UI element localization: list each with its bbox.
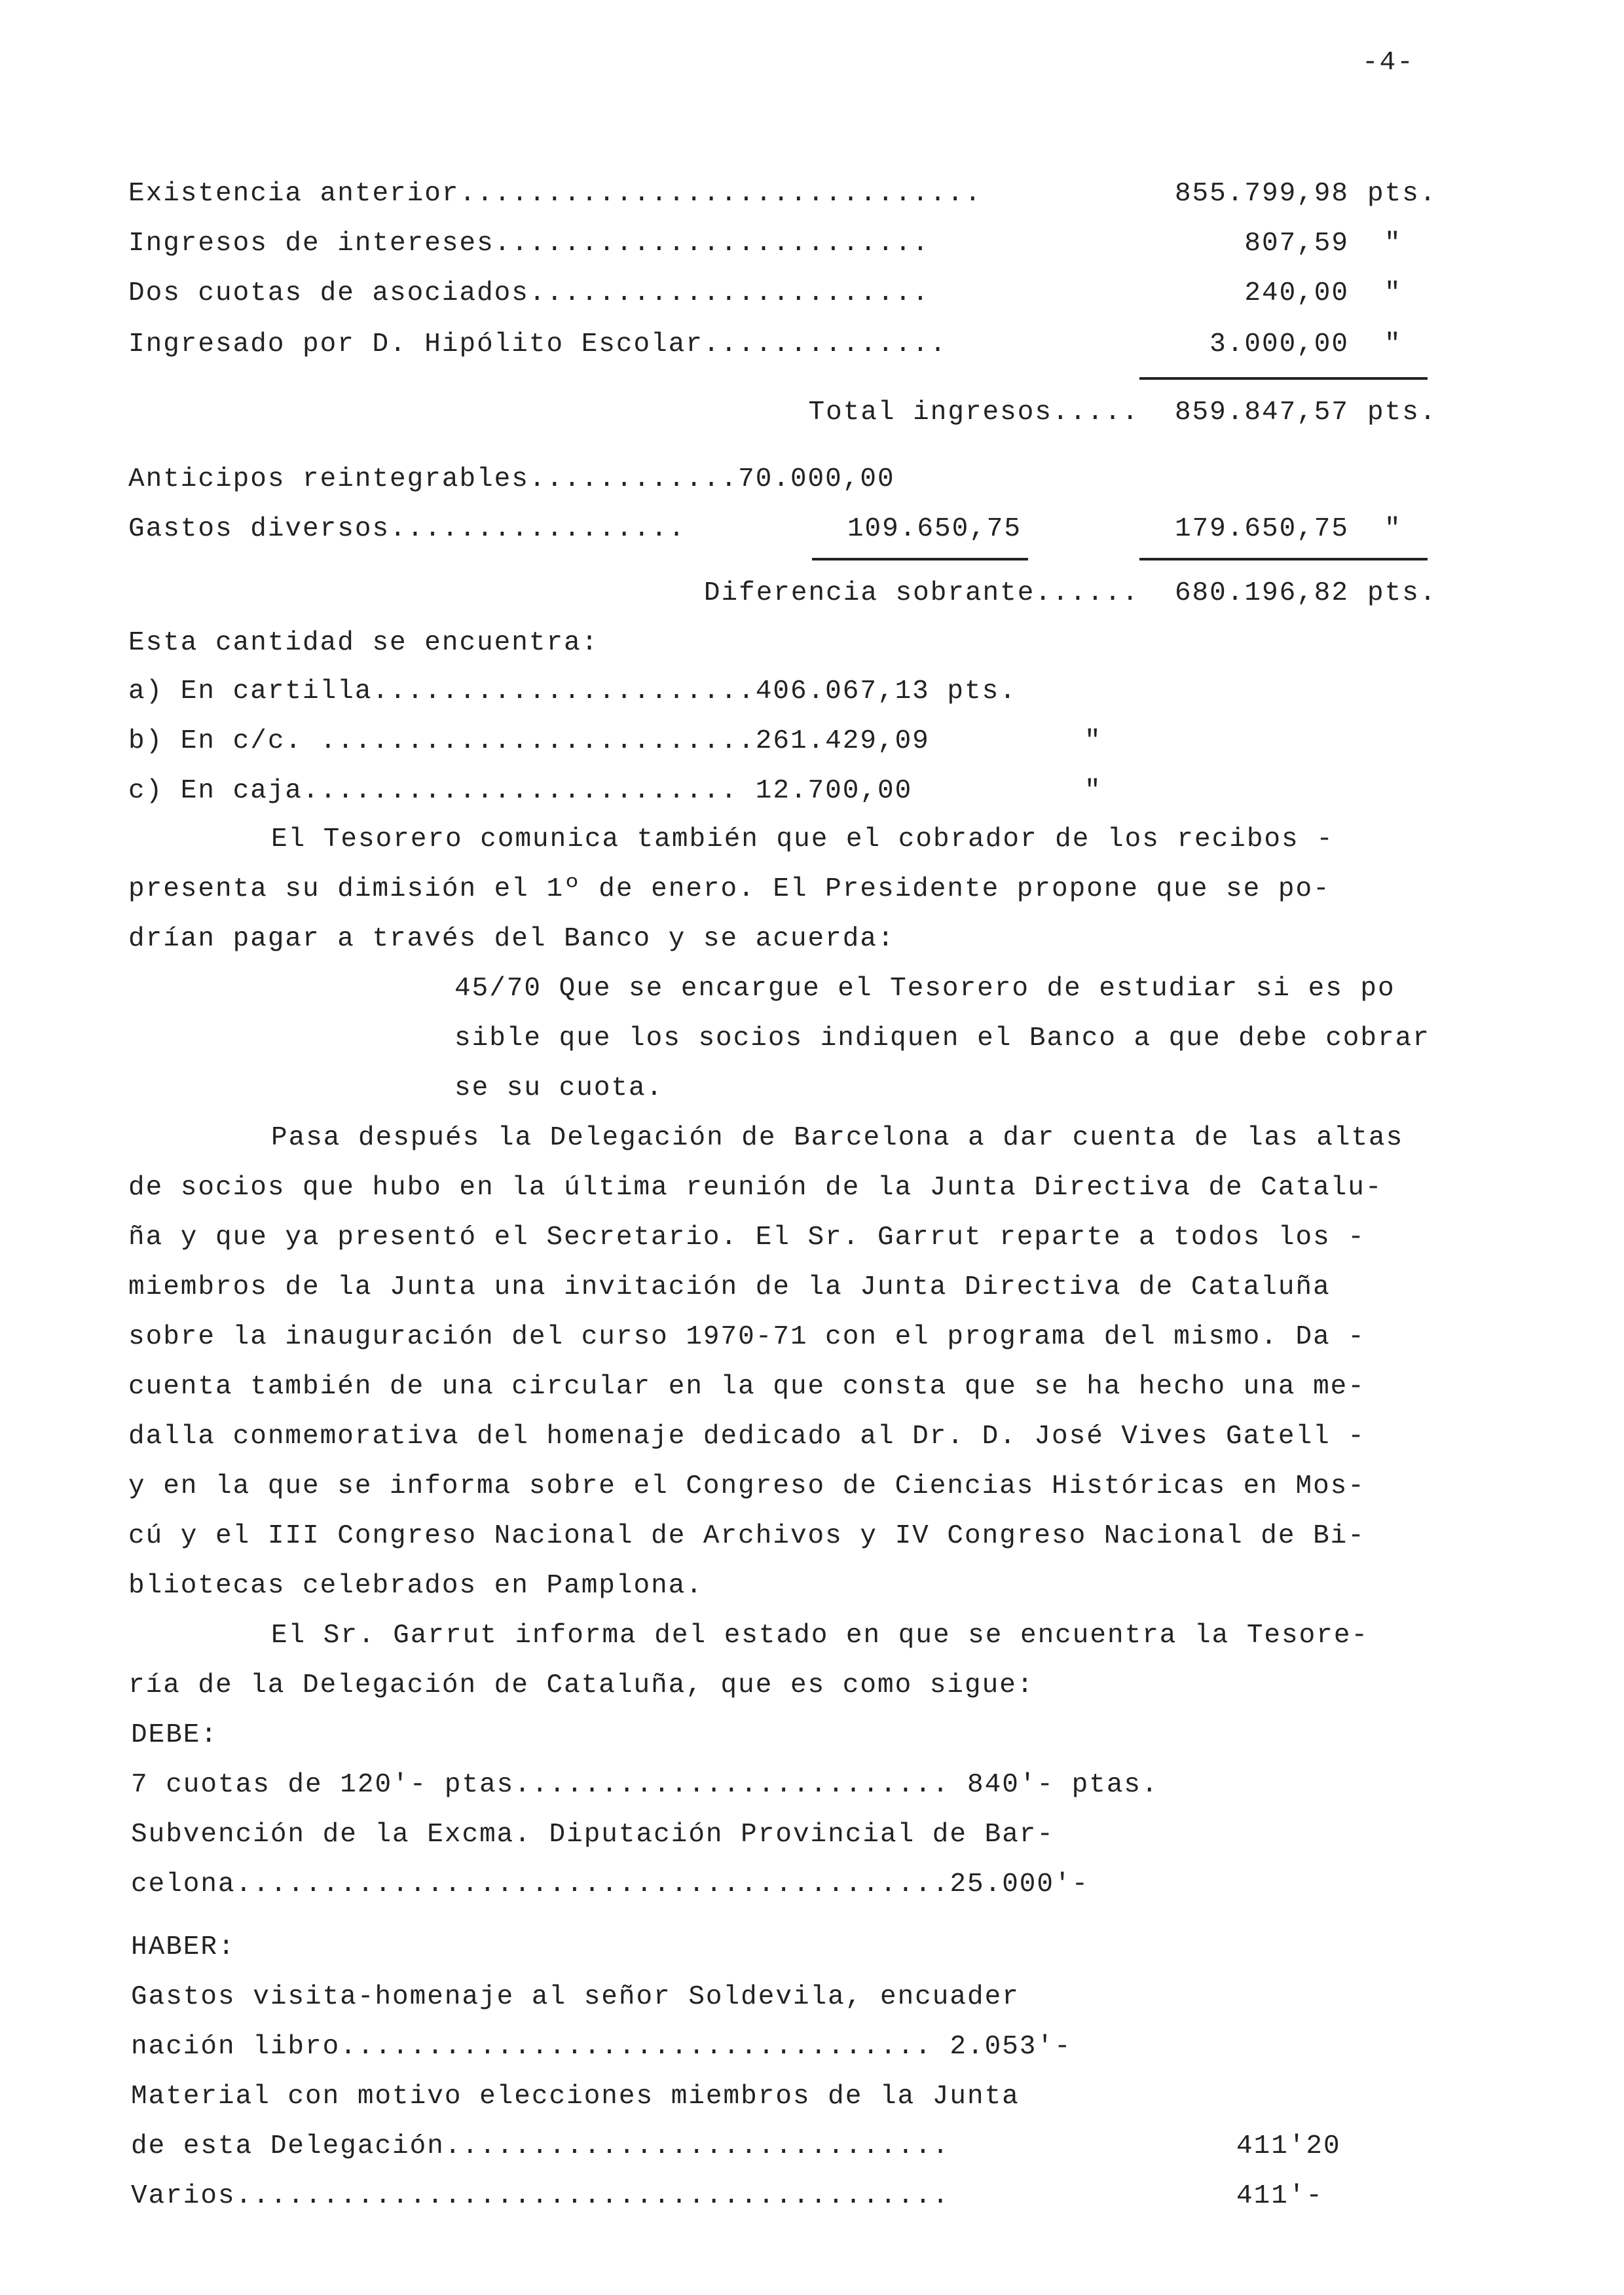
delegacion-line: de socios que hubo en la última reunión de la Junta Directiva de Catalu- [128,1173,1383,1203]
tesorero-line: El Tesorero comunica también que el cobrador de los recibos - [271,824,1334,854]
haber-material-amount: 411'20 [1236,2131,1341,2161]
total-amount: 859.847,57 [1174,397,1349,428]
tesorero-line: presenta su dimisión el 1º de enero. El Presidente propone que se po- [128,874,1331,904]
intereses-label: Ingresos de intereses......................... [128,229,930,259]
delegacion-line: miembros de la Junta una invitación de la Junta Directiva de Cataluña [128,1272,1331,1302]
gastos-amount: 109.650,75 [847,514,1022,544]
page-number: -4- [1362,48,1414,78]
cc-ditto: " [1084,726,1102,756]
encuentra-line: Esta cantidad se encuentra: [128,628,599,658]
diferencia-amount: 680.196,82 [1174,578,1349,608]
escolar-amount: 3.000,00 [1209,329,1349,359]
diferencia-unit: pts. [1367,578,1437,608]
caja-ditto: " [1084,776,1102,806]
cartilla-line: a) En cartilla......................406.067,13 pts. [128,676,1017,707]
debe-cuotas-line: 7 cuotas de 120'- ptas......................... 840'- ptas. [131,1770,1159,1800]
delegacion-line: Pasa después la Delegación de Barcelona a dar cuenta de las altas [271,1123,1404,1153]
cuotas-amount: 240,00 [1244,278,1349,308]
debe-heading: DEBE: [131,1720,219,1750]
cuotas-ditto: " [1384,278,1402,308]
existencia-amount: 855.799,98 [1174,179,1349,209]
agreement-line: 45/70 Que se encargue el Tesorero de estudiar si es po [454,974,1395,1004]
haber-gastos-line: Gastos visita-homenaje al señor Soldevila, encuader [131,1982,1020,2012]
gastos-total: 179.650,75 [1174,514,1349,544]
cuotas-label: Dos cuotas de asociados....................... [128,278,930,308]
tesorero-line: drían pagar a través del Banco y se acuerda: [128,924,895,954]
caja-line: c) En caja......................... 12.700,00 [128,776,913,806]
existencia-unit: pts. [1367,179,1437,209]
haber-heading: HABER: [131,1932,236,1962]
delegacion-line: bliotecas celebrados en Pamplona. [128,1571,703,1601]
difference-rule [1139,558,1428,560]
escolar-ditto: " [1384,329,1402,359]
haber-material-label: de esta Delegación............................. [131,2131,950,2161]
delegacion-line: cú y el III Congreso Nacional de Archivos y IV Congreso Nacional de Bi- [128,1521,1365,1551]
garrut-line: El Sr. Garrut informa del estado en que se encuentra la Tesore- [271,1621,1369,1651]
cc-line: b) En c/c. .........................261.429,09 [128,726,930,756]
debe-subvencion-line: celona.........................................25.000'- [131,1869,1090,1900]
diferencia-label: Diferencia sobrante...... [703,578,1139,608]
gastos-ditto: " [1384,514,1402,544]
garrut-line: ría de la Delegación de Cataluña, que es como sigue: [128,1670,1035,1700]
haber-material-line: Material con motivo elecciones miembros de la Junta [131,2082,1020,2112]
gastos-label: Gastos diversos................. [128,514,686,544]
haber-varios-label: Varios......................................... [131,2181,950,2211]
intereses-ditto: " [1384,229,1402,259]
delegacion-line: dalla conmemorativa del homenaje dedicado al Dr. D. José Vives Gatell - [128,1422,1365,1452]
delegacion-line: y en la que se informa sobre el Congreso de Ciencias Históricas en Mos- [128,1471,1365,1501]
agreement-line: se su cuota. [454,1073,664,1103]
existencia-label: Existencia anterior.............................. [128,179,982,209]
total-rule [1139,377,1428,380]
debe-subvencion-line: Subvención de la Excma. Diputación Provincial de Bar- [131,1820,1055,1850]
gastos-rule [812,558,1028,560]
anticipos-line: Anticipos reintegrables............70.000,00 [128,464,895,494]
total-label: Total ingresos..... [808,397,1139,428]
delegacion-line: cuenta también de una circular en la que consta que se ha hecho una me- [128,1372,1365,1402]
agreement-line: sible que los socios indiquen el Banco a que debe cobrar [454,1023,1430,1054]
delegacion-line: sobre la inauguración del curso 1970-71 con el programa del mismo. Da - [128,1322,1365,1352]
haber-gastos-line: nación libro.................................. 2.053'- [131,2032,1072,2062]
haber-varios-amount: 411'- [1236,2181,1324,2211]
delegacion-line: ña y que ya presentó el Secretario. El Sr. Garrut reparte a todos los - [128,1222,1365,1253]
intereses-amount: 807,59 [1244,229,1349,259]
escolar-label: Ingresado por D. Hipólito Escolar.............. [128,329,948,359]
total-unit: pts. [1367,397,1437,428]
